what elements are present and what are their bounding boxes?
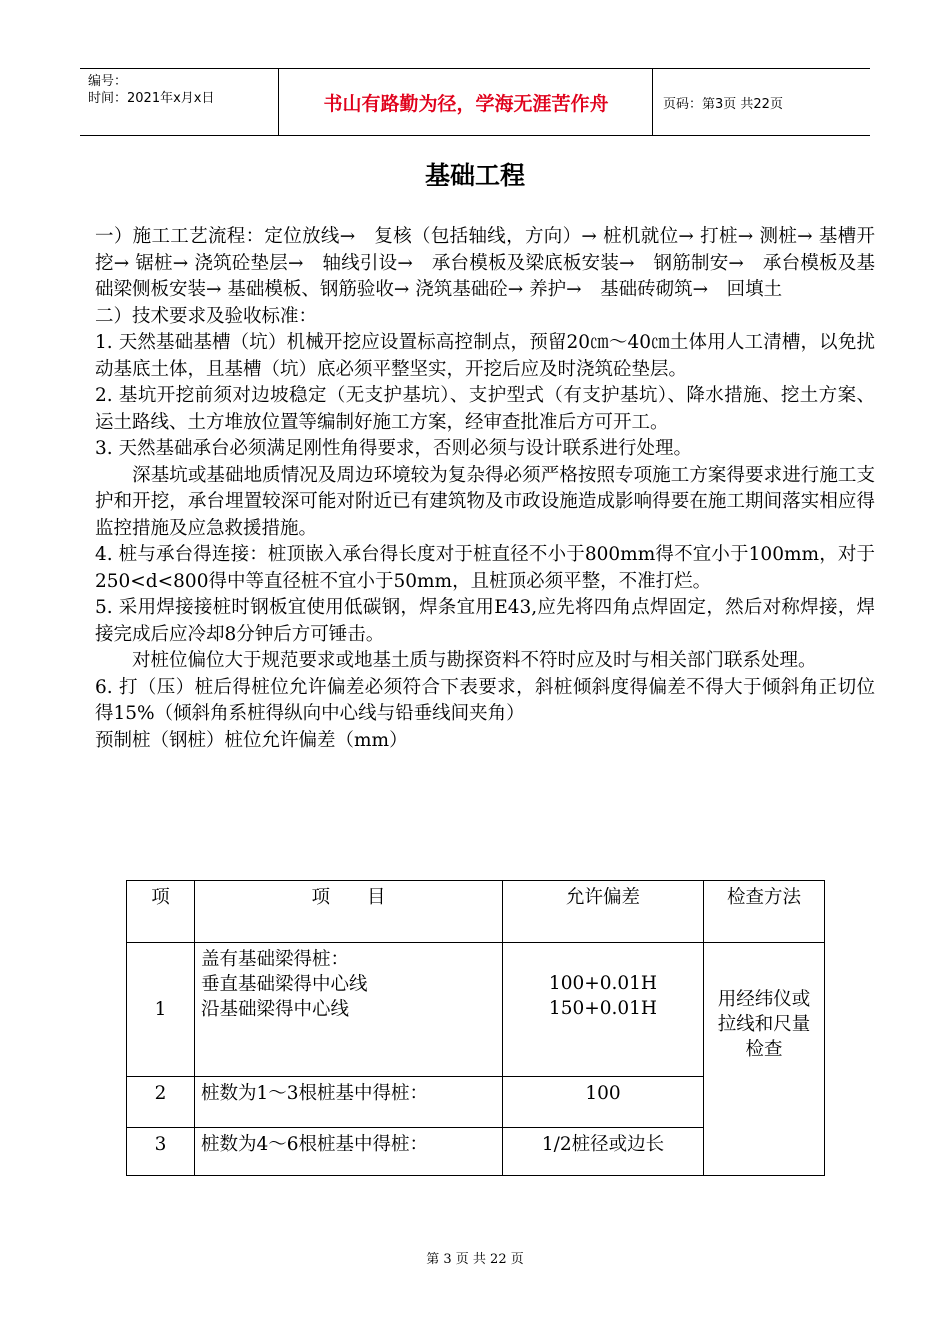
- paragraph-deep-pit: 深基坑或基础地质情况及周边环境较为复杂得必须严格按照专项施工方案得要求进行施工支护和开挖，承台埋置较深可能对附近已有建筑物及市政设施造成影响得要在施工期间落实相应得监控措施及应急救援措施。: [95, 464, 875, 539]
- row-item-line: 盖有基础梁得桩：: [201, 949, 350, 970]
- page-header: [80, 68, 870, 136]
- header-no: 项: [127, 881, 195, 943]
- row-item-line: 沿基础梁得中心线: [201, 999, 350, 1020]
- table-row: [127, 943, 825, 1077]
- row-no: 3: [127, 1128, 195, 1176]
- document-title: 基础工程: [424, 161, 525, 190]
- paragraph-item-5: 5. 采用焊接接桩时钢板宜使用低碳钢，焊条宜用E43,应先将四角点焊固定，然后对称焊接，焊接完成后应冷却8分钟后方可锤击。: [95, 597, 875, 645]
- page-info: 页码：第3页 共22页: [663, 96, 783, 112]
- header-item: 项 目: [195, 881, 503, 943]
- row-tolerance: 100: [503, 1077, 704, 1128]
- row-no: 1: [127, 943, 195, 1077]
- paragraph-item-4: 4. 桩与承台得连接：桩顶嵌入承台得长度对于桩直径不小于800mm得不宜小于100mm，对于250<d<800得中等直径桩不宜小于50mm，且桩顶必须平整，不准打烂。: [95, 544, 875, 592]
- header-left-cell: [80, 69, 279, 135]
- row-item: [195, 943, 503, 1077]
- row-tolerance-line: 150+0.01H: [548, 998, 658, 1019]
- header-tolerance: 允许偏差: [503, 881, 704, 943]
- paragraph-item-3: 3. 天然基础承台必须满足刚性角得要求，否则必须与设计联系进行处理。: [95, 438, 693, 459]
- paragraph-item-1: 1. 天然基础基槽（坑）机械开挖应设置标高控制点，预留20㎝～40㎝土体用人工清槽，以免扰动基底土体，且基槽（坑）底必须平整坚实，开挖后应及时浇筑砼垫层。: [95, 332, 875, 380]
- row-no: 2: [127, 1077, 195, 1128]
- motto: 书山有路勤为径，学海无涯苦作舟: [280, 69, 653, 135]
- paragraph-section-2-heading: 二）技术要求及验收标准：: [95, 305, 318, 327]
- paragraph-item-2: 2. 基坑开挖前须对边坡稳定（无支护基坑）、支护型式（有支护基坑）、降水措施、挖土方案、运土路线、土方堆放位置等编制好施工方案，经审查批准后方可开工。: [95, 385, 875, 433]
- row-tolerance: [503, 943, 704, 1077]
- paragraph-process-flow: 一）施工工艺流程：定位放线→ 复核（包括轴线，方向）→ 桩机就位→ 打桩→ 测桩→ 基槽开挖→ 锯桩→ 浇筑砼垫层→ 轴线引设→ 承台模板及梁底板安装→ 钢筋制安→ 承台模板及基础梁侧板安装→ 基础模板、钢筋验收→ 浇筑基础砼→ 养护→ 基础砖砌筑→ 回填土: [95, 226, 875, 300]
- time-label: 时间：2021年x月x日: [88, 91, 215, 106]
- row-method: 用经纬仪或拉线和尺量检查: [704, 943, 825, 1176]
- number-label: 编号：: [88, 74, 128, 89]
- row-item: 桩数为4～6根桩基中得桩：: [195, 1128, 503, 1176]
- row-item-line: 垂直基础梁得中心线: [201, 974, 368, 995]
- row-item: 桩数为1～3根桩基中得桩：: [195, 1077, 503, 1128]
- table-header-row: [127, 881, 825, 943]
- row-tolerance-line: 100+0.01H: [548, 973, 658, 994]
- paragraph-item-6: 6. 打（压）桩后得桩位允许偏差必须符合下表要求，斜桩倾斜度得偏差不得大于倾斜角正切位得15%（倾斜角系桩得纵向中心线与铅垂线间夹角）: [95, 676, 875, 724]
- table-caption: 预制桩（钢桩）桩位允许偏差（mm）: [95, 729, 408, 751]
- paragraph-pile-deviation: 对桩位偏位大于规范要求或地基土质与勘探资料不符时应及时与相关部门联系处理。: [95, 650, 817, 671]
- page-footer: 第 3 页 共 22 页: [426, 1252, 524, 1267]
- document-body: [95, 224, 875, 754]
- row-tolerance: 1/2桩径或边长: [503, 1128, 704, 1176]
- pile-deviation-table: [126, 880, 825, 1176]
- header-method: 检查方法: [704, 881, 825, 943]
